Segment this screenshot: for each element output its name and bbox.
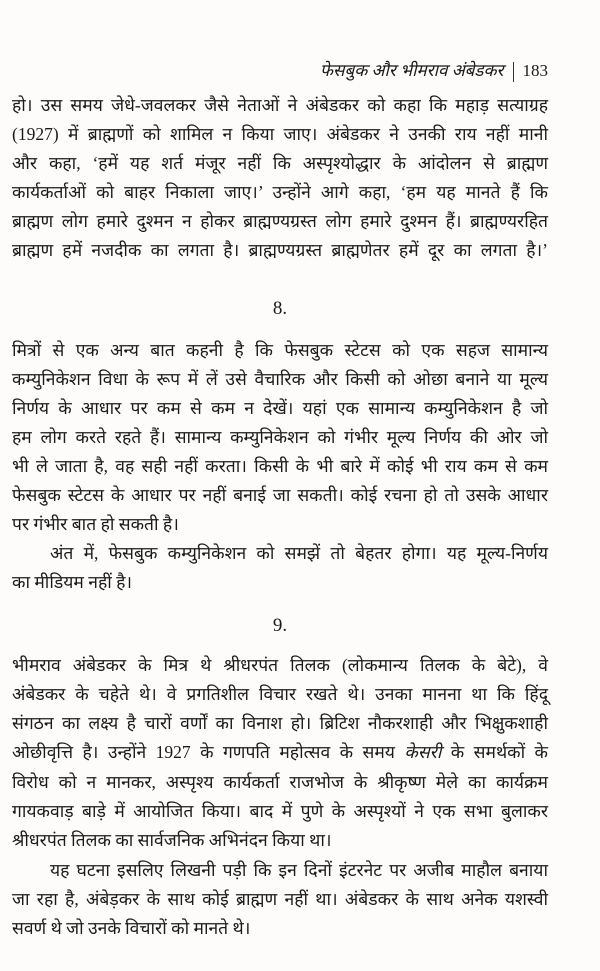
text-line: विरोध को न मानकर, अस्पृश्य कार्यकर्ता राजभोज के श्रीकृष्ण मेले का कार्यक्रम <box>12 772 548 792</box>
header-divider <box>513 62 514 82</box>
text-line: का मीडियम नहीं है। <box>12 572 133 592</box>
text-line: हो। उस समय जेधे-जवलकर जैसे नेताओं ने अंबेडकर को कहा कि महाड़ सत्याग्रह <box>12 95 548 115</box>
text-line: भीमराव अंबेडकर के मित्र थे श्रीधरपंत तिलक (लोकमान्य तिलक के बेटे), वे <box>12 655 548 675</box>
text-line <box>12 740 548 764</box>
text-line: (1927) में ब्राह्मणों को शामिल न किया जाए। अंबेडकर ने उनकी राय नहीं मानी <box>12 124 548 144</box>
text-segment: के समर्थकों के <box>441 742 548 762</box>
text-line: हम लोग करते रहते हैं। सामान्य कम्युनिकेशन को गंभीर मूल्य निर्णय की ओर जो <box>12 427 548 447</box>
text-line: अंत में, फेसबुक कम्युनिकेशन को समझें तो बेहतर होगा। यह मूल्य-निर्णय <box>50 543 548 563</box>
text-line: सवर्ण थे जो उनके विचारों को मानते थे। <box>12 918 251 938</box>
text-line: यह घटना इसलिए लिखनी पड़ी कि इन दिनों इंटरनेट पर अजीब माहौल बनाया <box>50 860 548 880</box>
page-number: 183 <box>522 61 548 80</box>
text-line: कम्युनिकेशन विधा के रूप में लें उसे वैचारिक और किसी को ओछा बनाने या मूल्य <box>12 369 548 389</box>
text-line: मित्रों से एक अन्य बात कहनी है कि फेसबुक स्टेटस को एक सहज सामान्य <box>12 340 548 360</box>
text-line: ब्राह्मण हमें नजदीक का लगता है। ब्राह्मण्यग्रस्त ब्राह्मणेतर हमें दूर का लगता है।’ <box>12 240 548 260</box>
text-line: और कहा, ‘हमें यह शर्त मंजूर नहीं कि अस्पृश्योद्धार के आंदोलन से ब्राह्मण <box>12 153 548 173</box>
section-number: 8. <box>272 298 288 319</box>
text-line: ब्राह्मण लोग हमारे दुश्मन न होकर ब्राह्मण्यग्रस्त लोग हमारे दुश्मन हैं। ब्राह्मण्यरहित <box>12 211 548 231</box>
text-segment: ओछीवृत्ति है। उन्होंने 1927 के गणपति महोत्सव के समय <box>12 742 405 762</box>
text-line: श्रीधरपंत तिलक का सार्वजनिक अभिनंदन किया था। <box>12 830 332 850</box>
text-line: कार्यकर्ताओं को बाहर निकाला जाए।’ उन्होंने आगे कहा, ‘हम यह मानते हैं कि <box>12 182 548 202</box>
text-line: गायकवाड़ बाड़े में आयोजित किया। बाद में पुणे के अस्पृश्यों ने एक सभा बुलाकर <box>12 801 548 821</box>
running-title: फेसबुक और भीमराव अंबेडकर <box>319 61 504 80</box>
running-header <box>320 58 548 82</box>
section-number: 9. <box>272 615 288 636</box>
text-line: भी ले जाता है, वह सही नहीं करता। किसी के भी बारे में कोई भी राय कम से कम <box>12 456 548 476</box>
text-line: निर्णय के आधार पर कम से कम न देखें। यहां एक सामान्य कम्युनिकेशन है जो <box>12 398 548 418</box>
text-line: फेसबुक स्टेटस के आधार पर नहीं बनाई जा सकती। कोई रचना हो तो उसके आधार <box>12 485 548 505</box>
text-line: अंबेडकर के चहेते थे। वे प्रगतिशील विचार रखते थे। उनका मानना था कि हिंदू <box>12 684 548 704</box>
text-line: जा रहा है, अंबेड़कर के साथ कोई ब्राह्मण नहीं था। अंबेडकर के साथ अनेक यशस्वी <box>12 889 548 909</box>
text-line: संगठन का लक्ष्य है चारों वर्णों का विनाश हो। ब्रिटिश नौकरशाही और भिक्षुकशाही <box>12 713 548 733</box>
text-line: पर गंभीर बात हो सकती है। <box>12 514 179 534</box>
newspaper-name: केसरी <box>404 742 442 762</box>
